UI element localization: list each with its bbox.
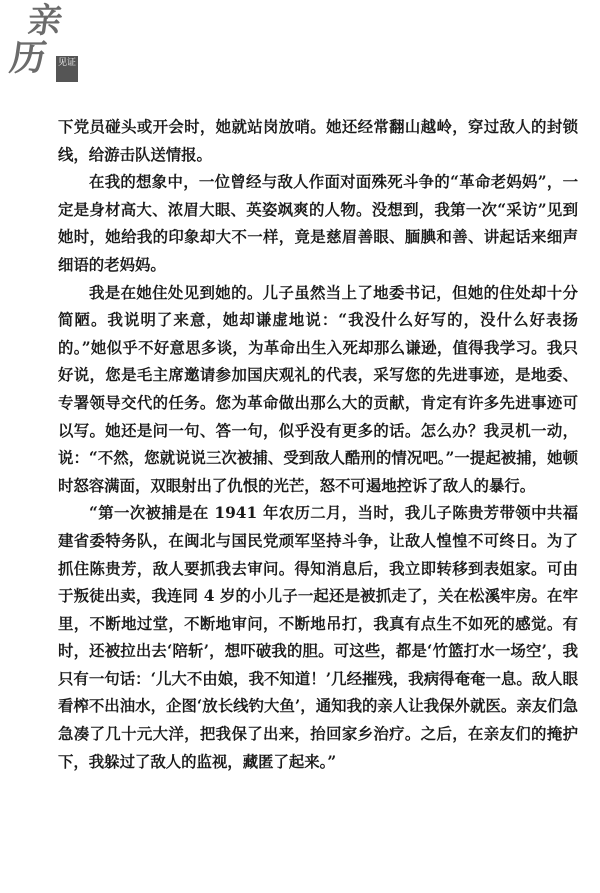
paragraph-2: 在我的想象中，一位曾经与敌人作面对面殊死斗争的“革命老妈妈”，一定是身材高大、浓眉大眼、英姿飒爽的人物。没想到，我第一次“采访”见到她时，她给我的印象却大不一样，竟是慈眉善眼、腼腆和善、讲起话来细声细语的老妈妈。: [58, 173, 578, 274]
article-body: [58, 114, 578, 776]
paragraph-4: “第一次被捕是在 1941 年农历二月，当时，我儿子陈贵芳带领中共福建省委特务队，在闽北与国民党顽军坚持斗争，让敌人惶惶不可终日。为了抓住陈贵芳，敌人要抓我去审问。得知消息后，我立即转移到表姐家。可由于叛徒出卖，我连同 4 岁的小儿子一起还是被抓走了，关在松溪牢房。在牢里，不断地过堂，不断地审问，不断地吊打，我真有点生不如死的感觉。有时，还被拉出去‘陪斩’，想吓破我的胆。可这些，都是‘竹篮打水一场空’，我只有一句话：‘儿大不由娘，我不知道！’几经摧残，我病得奄奄一息。敌人眼看榨不出油水，企图‘放长线钓大鱼’，通知我的亲人让我保外就医。亲友们急急凑了几十元大洋，把我保了出来，抬回家乡治疗。之后，在亲友们的掩护下，我躲过了敌人的监视，藏匿了起来。”: [58, 504, 578, 771]
paragraph-3: 我是在她住处见到她的。儿子虽然当上了地委书记，但她的住处却十分简陋。我说明了来意，她却谦虚地说：“我没什么好写的，没什么好表扬的。”她似乎不好意思多谈，为革命出生入死却那么谦逊，值得我学习。我只好说，您是毛主席邀请参加国庆观礼的代表，采写您的先进事迹，是地委、专署领导交代的任务。您为革命做出那么大的贡献，肯定有许多先进事迹可以写。她还是问一句、答一句，似乎没有更多的话。怎么办？我灵机一动，说：“不然，您就说说三次被捕、受到敌人酷刑的情况吧。”一提起被捕，她顿时怒容满面，双眼射出了仇恨的光芒，怒不可遏地控诉了敌人的暴行。: [58, 283, 578, 495]
paragraph-1: 下党员碰头或开会时，她就站岗放哨。她还经常翻山越岭，穿过敌人的封锁线，给游击队送情报。: [58, 118, 578, 164]
header-char-qin: 亲: [25, 1, 65, 41]
header-seal-stamp: 见证: [56, 56, 78, 82]
section-header-logo: [7, 1, 80, 84]
header-char-li: 历: [7, 37, 49, 79]
